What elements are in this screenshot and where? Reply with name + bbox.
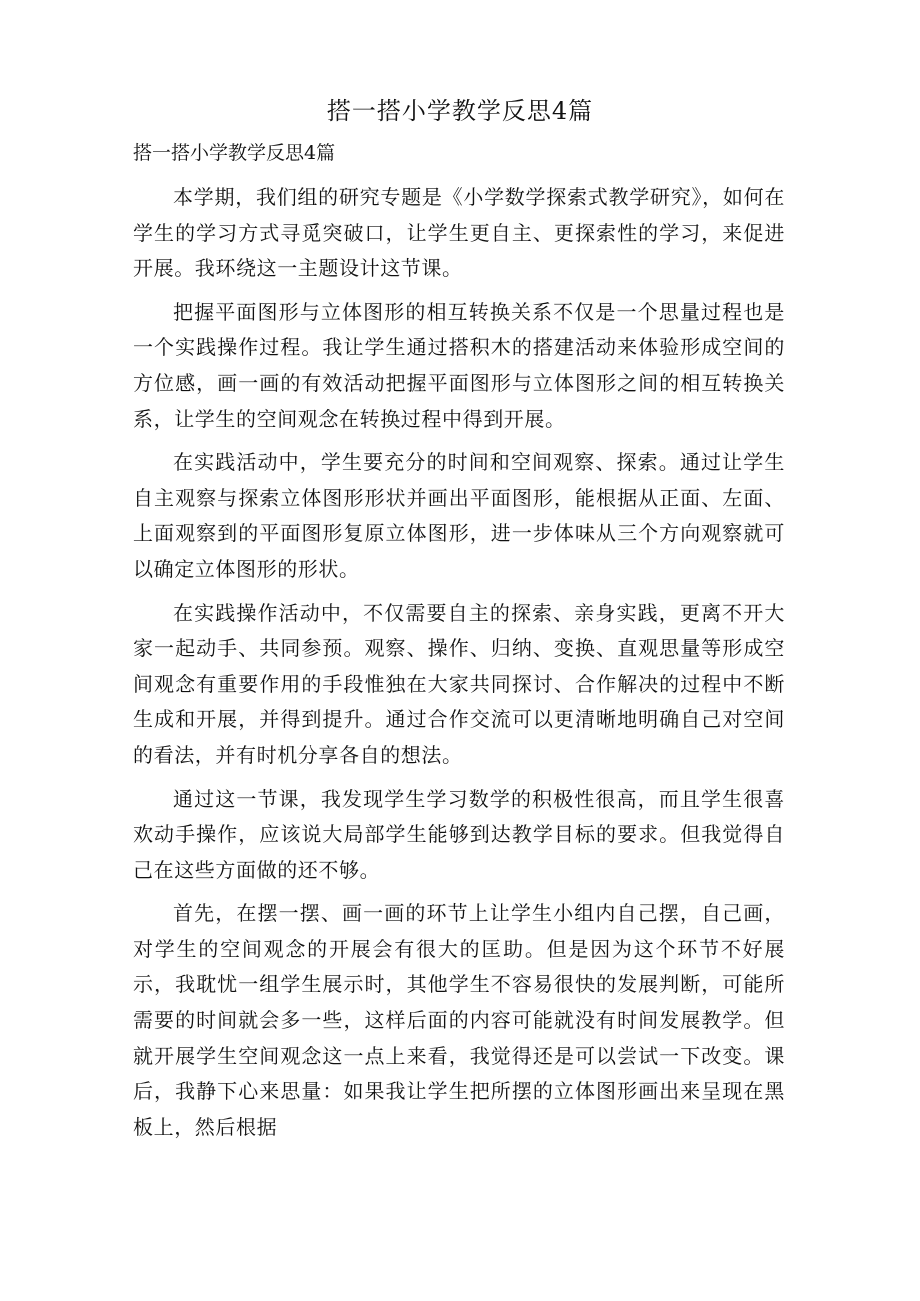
paragraph: 本学期，我们组的研究专题是《小学数学探索式教学研究》，如何在学生的学习方式寻觅突破口，让学生更自主、更探索性的学习，来促进开展。我环绕这一主题设计这节课。 [133,185,785,281]
paragraph: 在实践操作活动中，不仅需要自主的探索、亲身实践，更离不开大家一起动手、共同参预。观察、操作、归纳、变换、直观思量等形成空间观念有重要作用的手段惟独在大家共同探讨、合作解决的过程中不断生成和开展，并得到提升。通过合作交流可以更清晰地明确自己对空间的看法，并有时机分享各自的想法。 [133,600,785,767]
paragraph: 首先，在摆一摆、画一画的环节上让学生小组内自己摆，自己画，对学生的空间观念的开展会有很大的匡助。但是因为这个环节不好展示，我耽忧一组学生展示时，其他学生不容易很快的发展判断，可能所需要的时间就会多一些，这样后面的内容可能就没有时间发展教学。但就开展学生空间观念这一点上来看，我觉得还是可以尝试一下改变。课后，我静下心来思量：如果我让学生把所摆的立体图形画出来呈现在黑板上，然后根据 [133,901,785,1139]
document-title: 搭一搭小学教学反思4篇 [326,97,594,125]
paragraph: 通过这一节课，我发现学生学习数学的积极性很高，而且学生很喜欢动手操作，应该说大局部学生能够到达教学目标的要求。但我觉得自己在这些方面做的还不够。 [133,786,785,882]
paragraph: 把握平面图形与立体图形的相互转换关系不仅是一个思量过程也是一个实践操作过程。我让学生通过搭积木的搭建活动来体验形成空间的方位感，画一画的有效活动把握平面图形与立体图形之间的相互转换关系，让学生的空间观念在转换过程中得到开展。 [133,299,785,431]
paragraph: 在实践活动中，学生要充分的时间和空间观察、探索。通过让学生自主观察与探索立体图形形状并画出平面图形，能根据从正面、左面、上面观察到的平面图形复原立体图形，进一步体味从三个方向观察就可以确定立体图形的形状。 [133,450,785,581]
document-subtitle: 搭一搭小学教学反思4篇 [133,142,336,164]
document-body [133,180,785,1153]
